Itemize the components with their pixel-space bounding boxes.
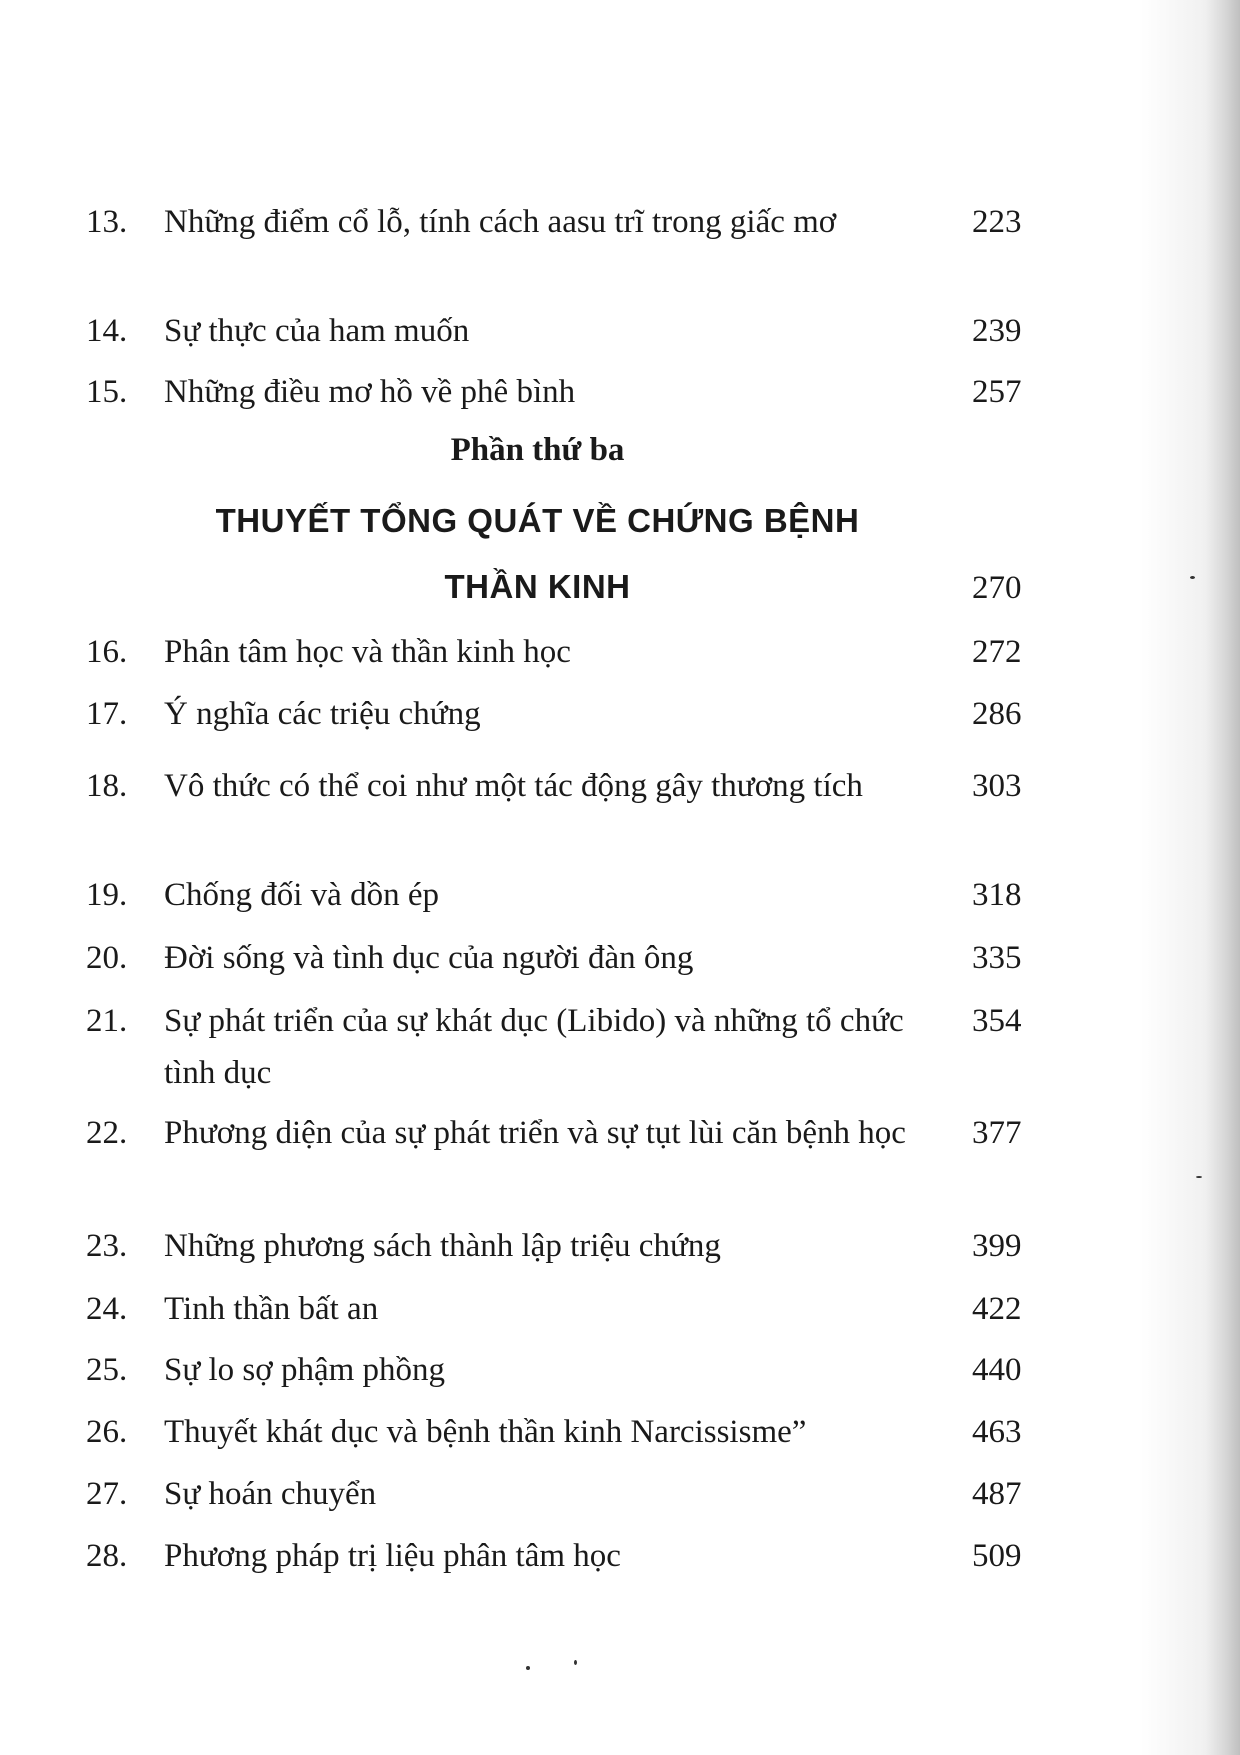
scan-speck xyxy=(574,1660,577,1665)
toc-entry-page: 377 xyxy=(972,1115,1022,1151)
toc-entry-number: 25. xyxy=(86,1352,128,1388)
page-edge-shadow xyxy=(1206,0,1240,1755)
toc-entry-title: Thuyết khát dục và bệnh thần kinh Narcissisme” xyxy=(164,1414,807,1450)
toc-entry-page: 272 xyxy=(972,634,1022,670)
toc-entry-title: Sự lo sợ phậm phồng xyxy=(164,1352,446,1388)
toc-entry-number: 26. xyxy=(86,1414,128,1450)
toc-entry-title: Vô thức có thể coi như một tác động gây thương tích xyxy=(164,768,863,804)
toc-entry-title: Phương pháp trị liệu phân tâm học xyxy=(164,1538,621,1574)
toc-entry-title: Những điểm cổ lỗ, tính cách aasu trĩ trong giấc mơ xyxy=(164,204,837,240)
toc-entry-title: Những phương sách thành lập triệu chứng xyxy=(164,1228,721,1264)
toc-entry-number: 15. xyxy=(86,374,128,410)
toc-entry-page: 487 xyxy=(972,1476,1022,1512)
toc-entry-number: 14. xyxy=(86,313,128,349)
toc-entry-title: Ý nghĩa các triệu chứng xyxy=(164,696,481,732)
toc-entry-number: 17. xyxy=(86,696,128,732)
toc-entry-page: 399 xyxy=(972,1228,1022,1264)
toc-entry-number: 21. xyxy=(86,1003,128,1039)
toc-entry-number: 19. xyxy=(86,877,128,913)
toc-entry-page: 509 xyxy=(972,1538,1022,1574)
toc-entry-page: 257 xyxy=(972,374,1022,410)
toc-entry-number: 28. xyxy=(86,1538,128,1574)
toc-entry-page: 335 xyxy=(972,940,1022,976)
toc-entry-number: 24. xyxy=(86,1291,128,1327)
toc-entry-page: 354 xyxy=(972,1003,1022,1039)
toc-entry-title: Phân tâm học và thần kinh học xyxy=(164,634,571,670)
toc-entry-number: 27. xyxy=(86,1476,128,1512)
toc-entry-page: 440 xyxy=(972,1352,1022,1388)
part-title-line1: THUYẾT TỔNG QUÁT VỀ CHỨNG BỆNH xyxy=(215,502,860,539)
toc-entry-number: 20. xyxy=(86,940,128,976)
toc-entry-title: Phương diện của sự phát triển và sự tụt lùi căn bệnh học xyxy=(164,1115,906,1151)
toc-entry-title: Chống đối và dồn ép xyxy=(164,877,439,913)
part-label: Phần thứ ba xyxy=(450,432,625,468)
toc-entry-page: 463 xyxy=(972,1414,1022,1450)
toc-entry-number: 16. xyxy=(86,634,128,670)
toc-entry-page: 422 xyxy=(972,1291,1022,1327)
toc-entry-number: 23. xyxy=(86,1228,128,1264)
toc-entry-page: 318 xyxy=(972,877,1022,913)
toc-entry-number: 22. xyxy=(86,1115,128,1151)
toc-entry-number: 13. xyxy=(86,204,128,240)
toc-entry-title: Những điều mơ hồ về phê bình xyxy=(164,374,576,410)
scan-speck xyxy=(1190,576,1195,579)
toc-entry-title: Sự hoán chuyển xyxy=(164,1476,377,1512)
toc-entry-title: Đời sống và tình dục của người đàn ông xyxy=(164,940,694,976)
part-title-line2: THẦN KINH xyxy=(444,568,631,605)
toc-entry-page: 286 xyxy=(972,696,1022,732)
toc-entry-number: 18. xyxy=(86,768,128,804)
toc-entry-title: Tinh thần bất an xyxy=(164,1291,379,1327)
toc-entry-page: 239 xyxy=(972,313,1022,349)
part-page-number: 270 xyxy=(972,570,1022,606)
toc-entry-title: Sự thực của ham muốn xyxy=(164,313,470,349)
toc-entry-page: 223 xyxy=(972,204,1022,240)
scan-speck xyxy=(1196,1176,1202,1178)
toc-entry-page: 303 xyxy=(972,768,1022,804)
toc-entry-title: Sự phát triển của sự khát dục (Libido) và những tổ chức tình dục xyxy=(164,1003,904,1091)
scan-speck xyxy=(526,1666,530,1670)
